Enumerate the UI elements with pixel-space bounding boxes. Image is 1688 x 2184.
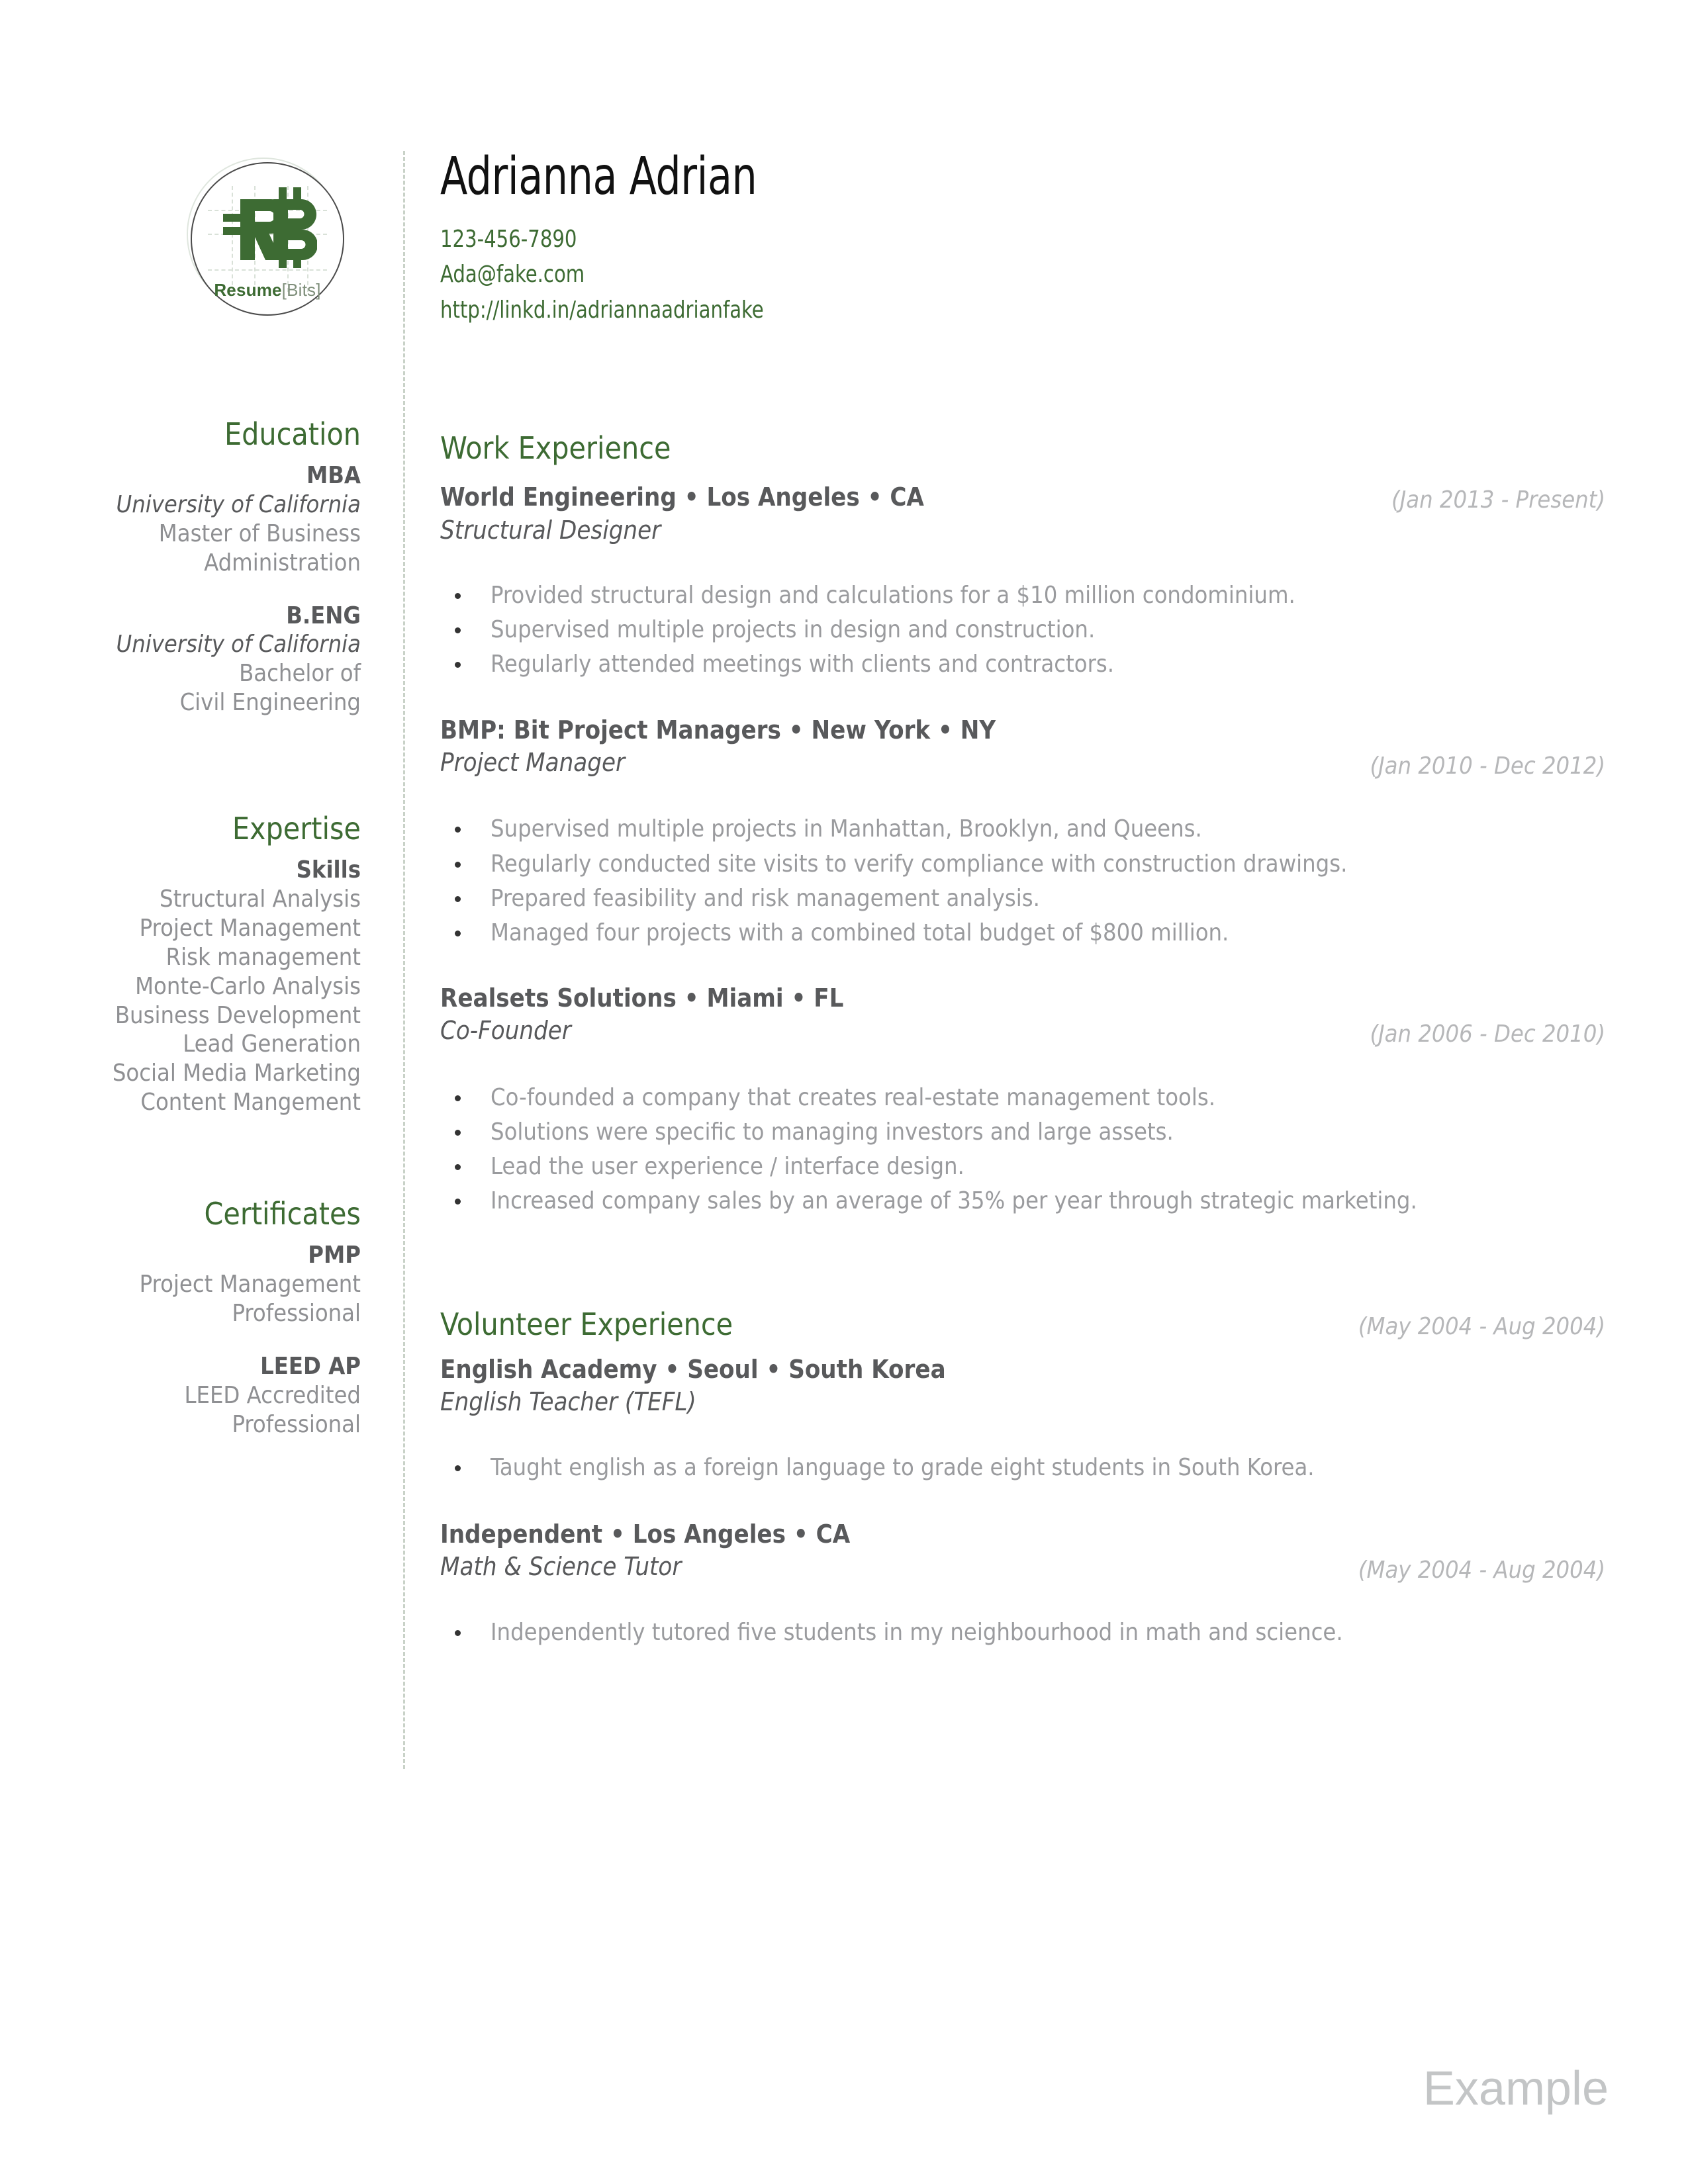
education-desc-line: Master of Business <box>158 520 361 547</box>
resume-header <box>0 149 1688 341</box>
education-desc-line: Administration <box>204 549 361 576</box>
bullet-item: Supervised multiple projects in design and construction. <box>440 613 1605 647</box>
certificate-title: LEED AP <box>260 1352 361 1380</box>
bullet-item: Taught english as a foreign language to grade eight students in South Korea. <box>440 1451 1605 1485</box>
main-column <box>440 430 1605 1650</box>
column-divider <box>403 151 405 1769</box>
candidate-name: Adrianna Adrian <box>440 147 757 206</box>
skill-item: Project Management <box>139 914 361 942</box>
certificate-item <box>26 1241 361 1328</box>
contact-linkedin-url[interactable]: http://linkd.in/adriannaadrianfake <box>440 296 764 324</box>
work-entry-role: Structural Designer <box>440 515 661 545</box>
section-work-experience <box>440 430 1605 1219</box>
education-institution: University of California <box>116 490 361 518</box>
volunteer-entry-date: (May 2004 - Aug 2004) <box>1358 1312 1605 1340</box>
bullet-item: Increased company sales by an average of 35% per year through strategic marketing. <box>440 1184 1605 1218</box>
example-watermark: Example <box>1423 2062 1609 2115</box>
skill-item: Business Development <box>115 1001 361 1029</box>
logo-word-bits: [Bits] <box>281 280 321 300</box>
section-volunteer-experience <box>440 1306 1605 1650</box>
skill-item: Content Mangement <box>140 1089 361 1116</box>
contact-phone[interactable]: 123-456-7890 <box>440 226 577 253</box>
volunteer-entry-organization: Independent • Los Angeles • CA <box>440 1519 851 1549</box>
logo-monogram-rb-icon <box>191 179 344 272</box>
contact-block <box>440 222 764 328</box>
work-entry-organization: Realsets Solutions • Miami • FL <box>440 983 844 1013</box>
work-entry <box>440 982 1605 1219</box>
sidebar-spacer <box>26 741 361 811</box>
education-degree: MBA <box>306 461 361 489</box>
volunteer-entry-date: (May 2004 - Aug 2004) <box>1358 1556 1605 1584</box>
skills-list <box>26 885 361 1117</box>
skill-item: Structural Analysis <box>160 885 361 913</box>
work-entry-bullets <box>440 578 1605 682</box>
skill-item: Lead Generation <box>183 1030 361 1058</box>
contact-email[interactable]: Ada@fake.com <box>440 261 585 289</box>
sidebar-spacer <box>26 1117 361 1197</box>
volunteer-entry-role: English Teacher (TEFL) <box>440 1387 696 1417</box>
work-entry-bullets <box>440 812 1605 950</box>
certificate-title: PMP <box>308 1242 361 1269</box>
volunteer-entry-organization: English Academy • Seoul • South Korea <box>440 1354 946 1384</box>
bullet-item: Managed four projects with a combined total budget of $800 million. <box>440 916 1605 950</box>
certificate-desc-line: Project Management <box>139 1270 361 1298</box>
sidebar-section-education <box>26 417 361 717</box>
sidebar-heading-certificates: Certificates <box>204 1196 361 1232</box>
work-entry-role: Co-Founder <box>440 1016 571 1046</box>
bullet-item: Regularly attended meetings with clients and contractors. <box>440 647 1605 682</box>
education-item <box>26 602 361 718</box>
skills-subheading: Skills <box>296 856 361 884</box>
certificate-desc-line: Professional <box>232 1299 361 1327</box>
work-entry <box>440 714 1605 951</box>
logo-wordmark <box>191 281 344 298</box>
bullet-item: Lead the user experience / interface design. <box>440 1150 1605 1184</box>
education-desc-line: Civil Engineering <box>179 689 361 717</box>
sidebar-section-expertise <box>26 811 361 1117</box>
certificate-desc-line: Professional <box>232 1410 361 1438</box>
bullet-item: Co-founded a company that creates real-estate management tools. <box>440 1081 1605 1115</box>
work-entry-date: (Jan 2010 - Dec 2012) <box>1370 752 1605 780</box>
education-degree: B.ENG <box>286 602 361 629</box>
sidebar-section-certificates <box>26 1197 361 1439</box>
volunteer-entry <box>440 1518 1605 1650</box>
bullet-item: Regularly conducted site visits to verify compliance with construction drawings. <box>440 847 1605 882</box>
sidebar-heading-education: Education <box>224 416 361 452</box>
certificate-item <box>26 1352 361 1439</box>
sidebar-heading-expertise: Expertise <box>232 811 361 847</box>
education-desc-line: Bachelor of <box>239 660 361 688</box>
education-institution: University of California <box>116 631 361 659</box>
work-entry-date: (Jan 2006 - Dec 2010) <box>1370 1021 1605 1048</box>
work-entry-role: Project Manager <box>440 747 626 777</box>
heading-work-experience: Work Experience <box>440 430 671 466</box>
volunteer-entry-role: Math & Science Tutor <box>440 1552 682 1582</box>
bullet-item: Solutions were specific to managing investors and large assets. <box>440 1115 1605 1150</box>
heading-volunteer-experience: Volunteer Experience <box>440 1306 733 1342</box>
work-entry-bullets <box>440 1081 1605 1219</box>
volunteer-entry-bullets <box>440 1451 1605 1485</box>
bullet-item: Supervised multiple projects in Manhattan, Brooklyn, and Queens. <box>440 812 1605 846</box>
skill-item: Monte-Carlo Analysis <box>135 972 361 1000</box>
work-entry-organization: BMP: Bit Project Managers • New York • NY <box>440 715 996 745</box>
skill-item: Risk management <box>165 943 361 971</box>
certificate-desc-line: LEED Accredited <box>184 1381 361 1409</box>
bullet-item: Prepared feasibility and risk management analysis. <box>440 882 1605 916</box>
work-entry-organization: World Engineering • Los Angeles • CA <box>440 482 924 512</box>
work-entry <box>440 481 1605 682</box>
resume-bits-logo <box>191 162 344 316</box>
bullet-item: Independently tutored five students in my neighbourhood in math and science. <box>440 1615 1605 1650</box>
volunteer-entry-bullets <box>440 1615 1605 1650</box>
work-entry-date: (Jan 2013 - Present) <box>1391 486 1605 514</box>
logo-word-resume: Resume <box>214 280 282 300</box>
sidebar <box>26 417 361 1463</box>
volunteer-entry <box>440 1306 1605 1485</box>
education-item <box>26 461 361 578</box>
skill-item: Social Media Marketing <box>112 1060 361 1087</box>
bullet-item: Provided structural design and calculations for a $10 million condominium. <box>440 578 1605 613</box>
